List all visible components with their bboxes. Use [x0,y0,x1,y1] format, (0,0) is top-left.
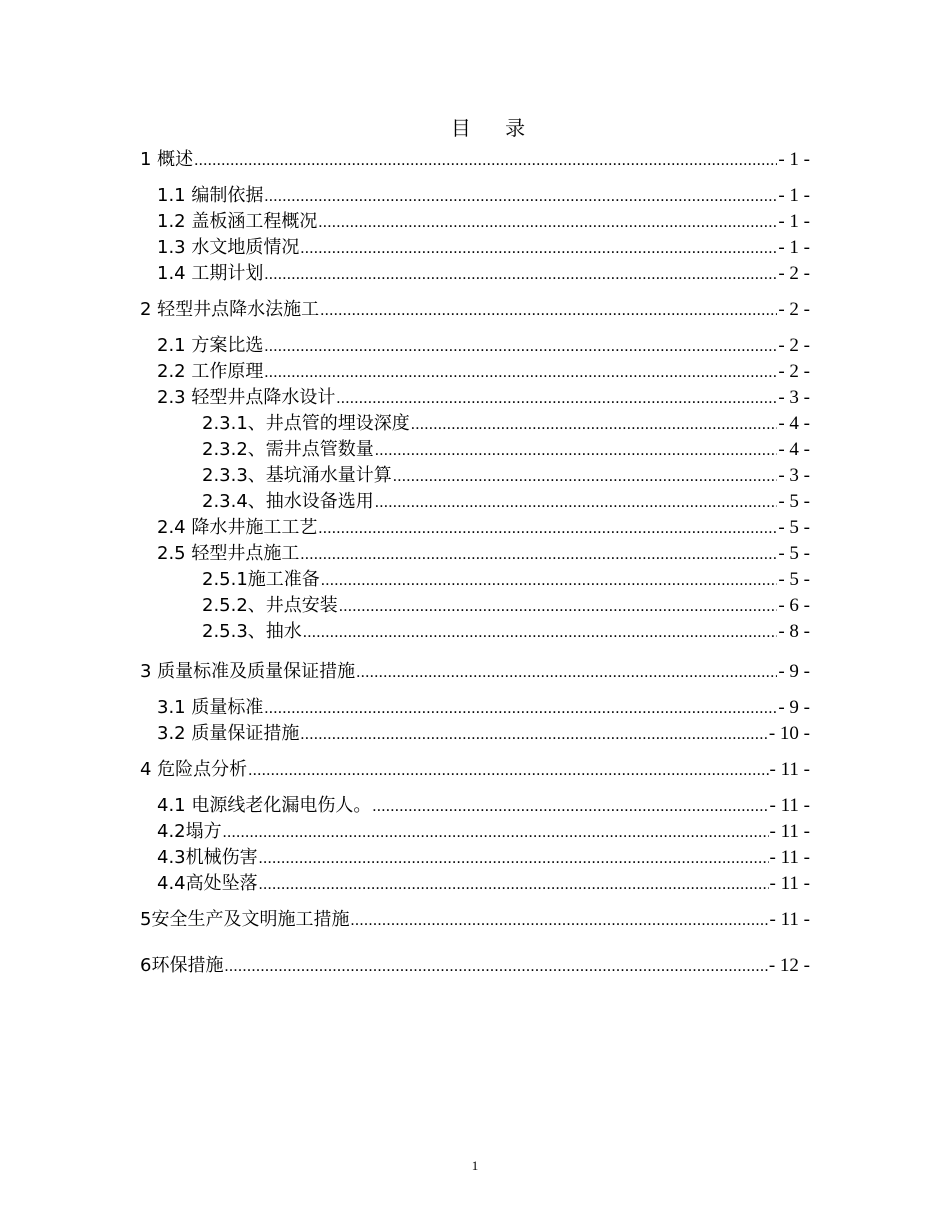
toc-entry-label: 4 危险点分析 [140,759,248,780]
toc-leader [224,955,767,979]
toc-entry[interactable] [157,360,810,384]
toc-entry[interactable] [157,542,810,566]
toc-leader [320,299,777,323]
toc-entry[interactable] [140,660,810,684]
toc-entry-label: 5安全生产及文明施工措施 [140,909,350,930]
toc-entry[interactable] [157,262,810,286]
toc-entry[interactable] [157,516,810,540]
toc-entry-label: 2 轻型井点降水法施工 [140,299,320,320]
toc-leader [356,661,777,685]
toc-entry[interactable] [202,568,810,592]
toc-entry-label: 3.1 质量标准 [157,697,264,718]
toc-entry-label: 1.2 盖板涵工程概况 [157,211,318,232]
toc-entry-page: - 2 - [778,361,810,382]
toc-entry-label: 2.3.4、抽水设备选用 [202,491,374,512]
toc-leader [411,413,778,437]
toc-entry[interactable] [157,846,810,870]
page-number: 1 [471,1158,479,1173]
toc-leader [194,149,777,173]
toc-entry[interactable] [202,438,810,462]
toc-leader [300,237,777,261]
toc-leader [375,439,778,463]
toc-entry-page: - 6 - [778,595,810,616]
toc-leader [300,723,767,747]
toc-entry[interactable] [140,298,810,322]
toc-entry-page: - 4 - [778,439,810,460]
toc-entry-page: - 11 - [769,795,810,816]
toc-entry-page: - 3 - [778,465,810,486]
toc-leader [264,361,777,385]
toc-entry-page: - 9 - [778,661,810,682]
toc-entry-label: 2.3.3、基坑涌水量计算 [202,465,392,486]
toc-entry-label: 2.4 降水井施工工艺 [157,517,318,538]
toc-entry-page: - 5 - [778,517,810,538]
toc-entry-page: - 11 - [769,759,810,780]
toc-leader [321,569,778,593]
toc-leader [318,211,777,235]
toc-entry-page: - 11 - [769,847,810,868]
toc-entry-label: 4.3机械伤害 [157,847,258,868]
toc-leader [318,517,777,541]
toc-entry-label: 4.1 电源线老化漏电伤人。 [157,795,372,816]
toc-entry[interactable] [157,210,810,234]
toc-leader [336,387,777,411]
toc-entry[interactable] [202,464,810,488]
toc-entry[interactable] [140,908,810,932]
toc-leader [223,821,769,845]
toc-entry[interactable] [202,594,810,618]
toc-entry-page: - 5 - [778,543,810,564]
toc-leader [259,873,769,897]
toc-entry-page: - 9 - [778,697,810,718]
toc-entry-label: 2.5.2、井点安装 [202,595,338,616]
toc-entry[interactable] [157,794,810,818]
toc-entry-label: 4.2塌方 [157,821,222,842]
toc-entry-page: - 11 - [769,909,810,930]
toc-entry-label: 4.4高处坠落 [157,873,258,894]
toc-title: 目 录 [450,116,540,140]
toc-entry[interactable] [202,620,810,644]
toc-entry-label: 3 质量标准及质量保证措施 [140,661,356,682]
toc-entry-page: - 5 - [778,491,810,512]
toc-entry-page: - 12 - [768,955,810,976]
toc-entry-page: - 10 - [768,723,810,744]
toc-entry[interactable] [157,820,810,844]
toc-entry-page: - 3 - [778,387,810,408]
toc-entry-label: 1 概述 [140,149,194,170]
toc-entry-label: 2.5.1施工准备 [202,569,320,590]
toc-entry[interactable] [157,872,810,896]
toc-entry-page: - 11 - [769,873,810,894]
toc-entry[interactable] [140,148,810,172]
toc-entry-label: 2.2 工作原理 [157,361,264,382]
toc-entry-label: 1.1 编制依据 [157,185,264,206]
toc-entry-page: - 2 - [778,299,810,320]
toc-entry[interactable] [157,236,810,260]
toc-entry[interactable] [157,696,810,720]
toc-leader [248,759,768,783]
toc-entry-page: - 4 - [778,413,810,434]
toc-leader [372,795,768,819]
toc-leader [264,185,777,209]
toc-entry-page: - 11 - [769,821,810,842]
toc-entry[interactable] [157,184,810,208]
toc-leader [303,621,778,645]
toc-entry-page: - 2 - [778,263,810,284]
toc-leader [264,335,777,359]
toc-entry-label: 2.3.1、井点管的埋设深度 [202,413,410,434]
toc-entry-page: - 1 - [778,149,810,170]
toc-leader [264,263,777,287]
toc-entry[interactable] [202,412,810,436]
toc-leader [264,697,777,721]
toc-entry[interactable] [202,490,810,514]
toc-entry-page: - 8 - [778,621,810,642]
toc-entry[interactable] [157,722,810,746]
toc-entry-label: 1.4 工期计划 [157,263,264,284]
toc-leader [259,847,769,871]
toc-entry-label: 2.3 轻型井点降水设计 [157,387,336,408]
toc-entry-label: 3.2 质量保证措施 [157,723,300,744]
toc-leader [350,909,768,933]
toc-entry-label: 2.5.3、抽水 [202,621,302,642]
toc-entry-page: - 5 - [778,569,810,590]
toc-leader [375,491,778,515]
toc-entry[interactable] [157,334,810,358]
toc-entry-label: 1.3 水文地质情况 [157,237,300,258]
toc-entry-label: 2.3.2、需井点管数量 [202,439,374,460]
toc-entry-page: - 1 - [778,237,810,258]
toc-entry[interactable] [140,954,810,978]
toc-entry-label: 6环保措施 [140,955,224,976]
toc-entry-page: - 1 - [778,211,810,232]
toc-entry-label: 2.1 方案比选 [157,335,264,356]
toc-leader [300,543,777,567]
toc-entry[interactable] [140,758,810,782]
toc-entry-page: - 2 - [778,335,810,356]
toc-entry-page: - 1 - [778,185,810,206]
toc-entry-label: 2.5 轻型井点施工 [157,543,300,564]
toc-leader [393,465,778,489]
toc-leader [339,595,778,619]
toc-entry[interactable] [157,386,810,410]
